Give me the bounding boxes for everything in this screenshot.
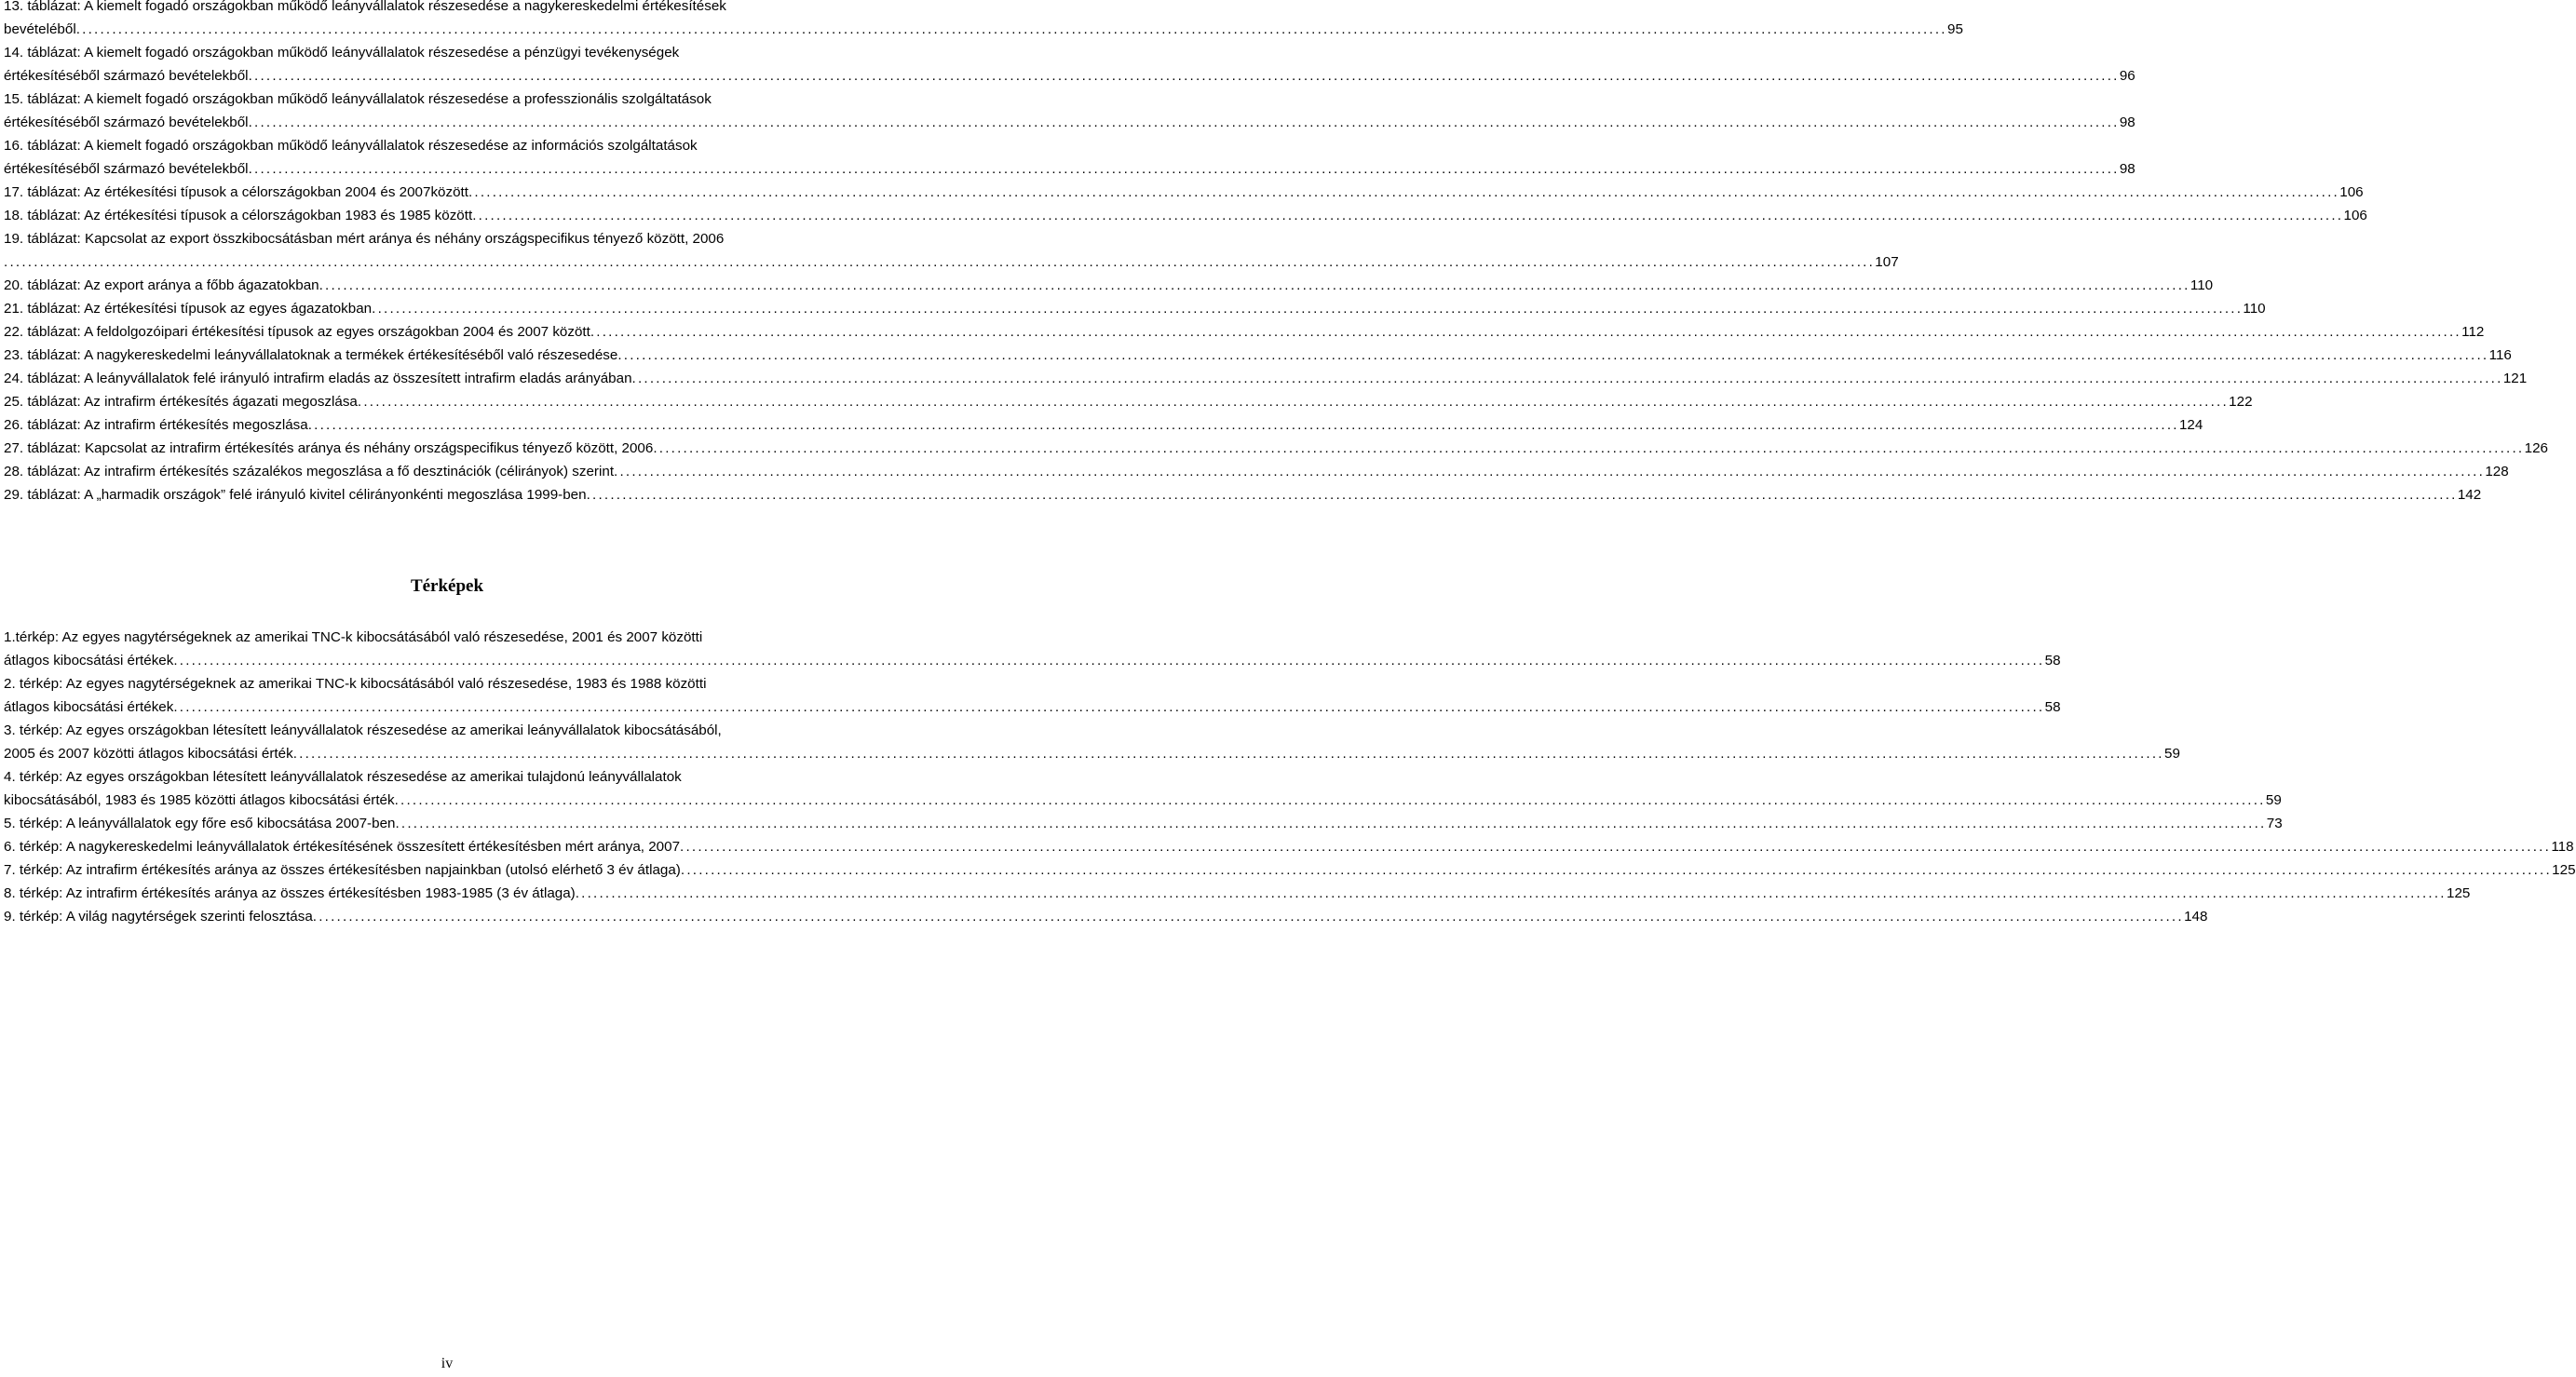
table-entry-title: 27. táblázat: Kapcsolat az intrafirm értékesítés aránya és néhány országspecifikus tényező között, 2006 — [4, 440, 654, 456]
dot-leader — [173, 695, 2042, 719]
table-entry-page: 110 — [2190, 277, 2214, 293]
dot-leader — [590, 320, 2460, 344]
list-of-maps — [4, 626, 2576, 928]
table-entry[interactable] — [4, 204, 2367, 227]
dot-leader — [293, 742, 2162, 765]
table-entry-title: 19. táblázat: Kapcsolat az export összkibocsátásban mért aránya és néhány országspecifikus tényező között, 2006 — [4, 231, 725, 247]
map-entry-page: 59 — [2164, 746, 2180, 762]
table-entry-title: 14. táblázat: A kiemelt fogadó országokban működő leányvállalatok részesedése a pénzügyi tevékenységek — [4, 45, 680, 61]
dot-leader — [472, 204, 2341, 227]
map-entry[interactable] — [4, 905, 2208, 928]
dot-leader — [587, 483, 2456, 506]
table-entry-page: 122 — [2229, 394, 2253, 410]
dot-leader — [249, 64, 2118, 88]
table-entry-page: 142 — [2457, 487, 2482, 503]
table-entry-page: 98 — [2119, 161, 2135, 177]
table-entry[interactable] — [4, 227, 1899, 274]
dot-leader — [173, 649, 2042, 672]
table-entry-title: 25. táblázat: Az intrafirm értékesítés ágazati megoszlása — [4, 394, 358, 410]
table-entry-page: 124 — [2178, 417, 2203, 433]
table-entry-title: 26. táblázat: Az intrafirm értékesítés megoszlása — [4, 417, 308, 433]
map-entry-page: 58 — [2044, 699, 2061, 715]
dot-leader — [617, 344, 2487, 367]
dot-leader — [681, 858, 2550, 882]
dot-leader — [308, 413, 2177, 437]
map-entry-title: 7. térkép: Az intrafirm értékesítés aránya az összes értékesítésben napjainkban (utolsó elérhető 3 év átlaga) — [4, 862, 681, 878]
table-entry-title: 17. táblázat: Az értékesítési típusok a célországokban 2004 és 2007között — [4, 184, 468, 200]
dot-leader — [395, 812, 2264, 835]
table-entry-title: 28. táblázat: Az intrafirm értékesítés százalékos megoszlása a fő desztinációk (célirányok) szerint — [4, 464, 615, 479]
table-entry-page: 110 — [2243, 301, 2266, 317]
map-entry[interactable] — [4, 765, 2282, 812]
map-entry-title: 5. térkép: A leányvállalatok egy főre eső kibocsátása 2007-ben — [4, 816, 396, 831]
table-entry[interactable] — [4, 297, 2266, 320]
map-entry-title: 6. térkép: A nagykereskedelmi leányvállalatok értékesítésének összesített értékesítésben mért aránya, 2007 — [4, 839, 681, 855]
map-entry[interactable] — [4, 882, 2471, 905]
dot-leader — [632, 367, 2501, 390]
dot-leader — [249, 157, 2118, 181]
map-entry-page: 59 — [2265, 792, 2282, 808]
table-entry-title: 20. táblázat: Az export aránya a főbb ágazatokban — [4, 277, 319, 293]
map-entry-title-continued: 2005 és 2007 közötti átlagos kibocsátási érték — [4, 746, 293, 762]
table-entry-page: 106 — [2339, 184, 2364, 200]
dot-leader — [76, 18, 1946, 41]
map-entry-page: 58 — [2044, 653, 2061, 668]
table-entry[interactable] — [4, 413, 2203, 437]
dot-leader — [653, 437, 2522, 460]
map-entry-title-continued: átlagos kibocsátási értékek — [4, 653, 174, 668]
dot-leader — [468, 181, 2338, 204]
table-entry-title-continued: értékesítéséből származó bevételekből — [4, 115, 249, 130]
dot-leader — [313, 905, 2182, 928]
map-entry[interactable] — [4, 835, 2574, 858]
table-entry[interactable] — [4, 320, 2485, 344]
table-entry-title: 15. táblázat: A kiemelt fogadó országokban működő leányvállalatok részesedése a professzionális szolgáltatások — [4, 91, 712, 107]
table-entry[interactable] — [4, 274, 2214, 297]
map-entry-title: 9. térkép: A világ nagytérségek szerinti felosztása — [4, 909, 313, 925]
table-entry-title: 21. táblázat: Az értékesítési típusok az egyes ágazatokban — [4, 301, 373, 317]
table-entry-page: 112 — [2461, 324, 2485, 340]
map-entry-title: 4. térkép: Az egyes országokban létesített leányvállalatok részesedése az amerikai tulajdonú leányvállalatok — [4, 769, 682, 785]
table-entry-page: 121 — [2502, 371, 2528, 386]
table-entry-page: 106 — [2343, 208, 2367, 223]
table-entry-page: 107 — [1875, 254, 1899, 270]
page-number: iv — [441, 1356, 454, 1371]
map-entry-title: 2. térkép: Az egyes nagytérségeknek az amerikai TNC-k kibocsátásából való részesedése, 1983 és 1988 közötti — [4, 676, 707, 692]
table-entry-title: 13. táblázat: A kiemelt fogadó országokban működő leányvállalatok részesedése a nagykereskedelmi értékesítések — [4, 0, 726, 14]
map-entry-page: 148 — [2184, 909, 2208, 925]
dot-leader — [614, 460, 2483, 483]
table-entry-page: 128 — [2485, 464, 2509, 479]
dot-leader — [576, 882, 2445, 905]
table-entry[interactable] — [4, 460, 2509, 483]
map-entry[interactable] — [4, 812, 2283, 835]
dot-leader — [249, 111, 2118, 134]
table-entry-title-continued: értékesítéséből származó bevételekből — [4, 161, 249, 177]
table-entry-page: 126 — [2524, 440, 2548, 456]
table-entry[interactable] — [4, 483, 2482, 506]
map-entry-page: 125 — [2552, 862, 2576, 878]
table-entry[interactable] — [4, 181, 2364, 204]
table-entry[interactable] — [4, 134, 2135, 181]
table-entry-page: 96 — [2119, 68, 2135, 84]
table-entry-title-continued: értékesítéséből származó bevételekből — [4, 68, 249, 84]
table-entry-page: 98 — [2119, 115, 2135, 130]
table-entry[interactable] — [4, 437, 2548, 460]
map-entry[interactable] — [4, 672, 2061, 719]
table-entry-page: 116 — [2488, 347, 2512, 363]
map-entry-page: 118 — [2551, 839, 2574, 855]
table-entry[interactable] — [4, 88, 2135, 134]
dot-leader — [680, 835, 2549, 858]
table-entry-title: 18. táblázat: Az értékesítési típusok a célországokban 1983 és 1985 között — [4, 208, 473, 223]
table-entry-page: 95 — [1947, 21, 1963, 37]
map-entry-title: 1.térkép: Az egyes nagytérségeknek az amerikai TNC-k kibocsátásából való részesedése, 2001 és 2007 közötti — [4, 629, 703, 645]
map-entry-title-continued: kibocsátásából, 1983 és 1985 közötti átlagos kibocsátási érték — [4, 792, 395, 808]
map-entry-page: 125 — [2447, 885, 2471, 901]
table-entry[interactable] — [4, 367, 2528, 390]
dot-leader — [4, 250, 1873, 274]
dot-leader — [395, 789, 2264, 812]
map-entry[interactable] — [4, 858, 2576, 882]
table-entry[interactable] — [4, 344, 2512, 367]
map-entry[interactable] — [4, 719, 2180, 765]
map-entry[interactable] — [4, 626, 2061, 672]
map-entry-title: 3. térkép: Az egyes országokban létesített leányvállalatok részesedése az amerikai leányvállalatok kibocsátásából, — [4, 722, 722, 738]
table-entry[interactable] — [4, 0, 1963, 41]
table-entry-title: 24. táblázat: A leányvállalatok felé irányuló intrafirm eladás az összesített intrafirm eladás arányában — [4, 371, 632, 386]
table-entry-title: 22. táblázat: A feldolgozóipari értékesítési típusok az egyes országokban 2004 és 2007 között — [4, 324, 590, 340]
list-of-tables — [4, 0, 2548, 506]
dot-leader — [372, 297, 2241, 320]
table-entry-title-continued: bevételéből — [4, 21, 76, 37]
table-entry-title: 29. táblázat: A „harmadik országok” felé irányuló kivitel célirányonkénti megoszlása 1999-ben — [4, 487, 587, 503]
table-entry[interactable] — [4, 41, 2135, 88]
map-entry-title: 8. térkép: Az intrafirm értékesítés aránya az összes értékesítésben 1983-1985 (3 év átlaga) — [4, 885, 576, 901]
dot-leader — [358, 390, 2227, 413]
map-entry-title-continued: átlagos kibocsátási értékek — [4, 699, 174, 715]
map-entry-page: 73 — [2266, 816, 2283, 831]
dot-leader — [319, 274, 2189, 297]
table-entry[interactable] — [4, 390, 2253, 413]
table-entry-title: 16. táblázat: A kiemelt fogadó országokban működő leányvállalatok részesedése az információs szolgáltatások — [4, 138, 698, 154]
table-entry-title: 23. táblázat: A nagykereskedelmi leányvállalatoknak a termékek értékesítéséből való részesedése — [4, 347, 618, 363]
maps-heading: Térképek — [410, 576, 484, 596]
